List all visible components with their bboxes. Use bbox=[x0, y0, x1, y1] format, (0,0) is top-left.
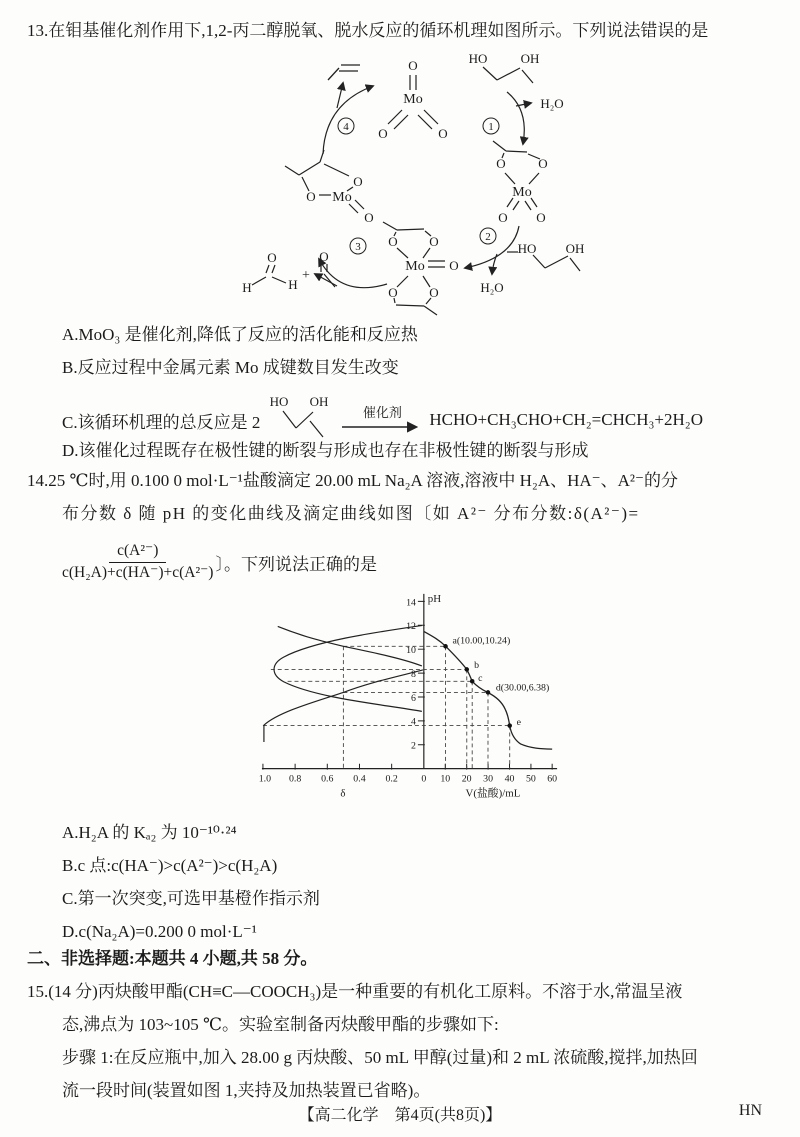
delta-tick: 0.2 bbox=[385, 773, 398, 785]
circled-step1 bbox=[483, 118, 499, 134]
ho-label: HO bbox=[517, 241, 537, 256]
distribution-curve-haminus bbox=[274, 626, 422, 712]
point-d-label: d(30.00,6.38) bbox=[495, 682, 550, 694]
fraction-denominator: c(H₂A)+c(HA⁻)+c(A²⁻) bbox=[62, 563, 214, 581]
o-label: O bbox=[267, 250, 277, 265]
propanediol-structure-top bbox=[483, 67, 533, 83]
v-tick: 60 bbox=[547, 773, 558, 785]
ho-label: HO bbox=[269, 394, 289, 409]
reaction-arrow bbox=[340, 406, 424, 434]
q15-line1: 15.(14 分)丙炔酸甲酯(CH≡C—COOCH₃)是一种重要的有机化工原料。不溶于水,常温呈液 bbox=[27, 982, 683, 1001]
formaldehyde-structure bbox=[252, 265, 286, 285]
y-tick: 8 bbox=[410, 668, 416, 680]
o-label: O bbox=[536, 210, 546, 225]
q13-option-b: B.反应过程中金属元素 Mo 成键数目发生改变 bbox=[62, 358, 399, 377]
circled-step4 bbox=[338, 118, 354, 134]
point-e-label: e bbox=[516, 717, 522, 729]
point-b bbox=[465, 667, 470, 672]
q15-line2: 态,沸点为 103~105 ℃。实验室制备丙炔酸甲酯的步骤如下: bbox=[62, 1015, 499, 1034]
h2o-label: H₂O bbox=[480, 280, 504, 295]
v-tick: 10 bbox=[440, 773, 451, 785]
mo-label: Mo bbox=[405, 259, 425, 274]
y-tick: 6 bbox=[410, 692, 416, 704]
point-a bbox=[443, 644, 448, 649]
mo-label: Mo bbox=[332, 190, 352, 205]
o-label: O bbox=[438, 126, 448, 141]
q13-option-c-products: HCHO+CH₃CHO+CH₂=CHCH₃+2H₂O bbox=[429, 410, 703, 429]
o-label: O bbox=[353, 174, 363, 189]
q14-stem-tail: 〕。下列说法正确的是 bbox=[215, 554, 377, 574]
y-tick: 10 bbox=[406, 645, 416, 657]
oh-label: OH bbox=[520, 51, 540, 66]
q14-stem-line2: 布分数 δ 随 pH 的变化曲线及滴定曲线如图〔如 A²⁻ 分布分数:δ(A²⁻)= bbox=[62, 504, 640, 523]
y-axis-label: pH bbox=[427, 592, 442, 605]
propanediol-structure-step2 bbox=[533, 255, 580, 271]
delta-tick: 0.4 bbox=[353, 773, 366, 785]
h-label: H bbox=[242, 280, 252, 295]
chart-dashed-guides bbox=[263, 646, 510, 768]
svg-text:3: 3 bbox=[355, 241, 361, 253]
section2-heading: 二、非选择题:本题共 4 小题,共 58 分。 bbox=[27, 949, 318, 968]
oh-label: OH bbox=[565, 241, 585, 256]
point-c-label: c bbox=[478, 672, 483, 684]
q13-option-c-prefix: C.该循环机理的总反应是 2 bbox=[62, 412, 261, 432]
q14-titration-chart bbox=[258, 586, 564, 818]
delta-tick: 0.8 bbox=[288, 773, 302, 785]
v-axis-label: V(盐酸)/mL bbox=[465, 787, 521, 800]
circled-step3 bbox=[350, 238, 366, 254]
o-label: O bbox=[429, 234, 439, 249]
o-label: O bbox=[319, 249, 329, 264]
y-tick: 4 bbox=[410, 716, 416, 728]
catalyst-label: 催化剂 bbox=[362, 404, 402, 420]
svg-text:4: 4 bbox=[343, 121, 349, 133]
o-label: O bbox=[306, 189, 316, 204]
q14-stem-line1: 14.25 ℃时,用 0.100 0 mol·L⁻¹盐酸滴定 20.00 mL Na₂A 溶液,溶液中 H₂A、HA⁻、A²⁻的分 bbox=[27, 471, 678, 490]
q14-option-b: B.c 点:c(HA⁻)>c(A²⁻)>c(H₂A) bbox=[62, 856, 278, 875]
mo-complex-left bbox=[285, 150, 364, 213]
mo-label: Mo bbox=[403, 92, 423, 107]
propene-structure bbox=[328, 65, 360, 80]
v-tick: 20 bbox=[461, 773, 472, 785]
propanediol-structure-optionc bbox=[265, 393, 335, 447]
o-label: O bbox=[408, 58, 418, 73]
arrow-step1 bbox=[507, 92, 531, 144]
y-tick: 12 bbox=[406, 621, 416, 633]
o-label: O bbox=[388, 234, 398, 249]
q13-option-a: A.MoO₃ 是催化剂,降低了反应的活化能和反应热 bbox=[62, 325, 418, 344]
delta-axis-label: δ bbox=[340, 787, 346, 800]
o-label: O bbox=[538, 156, 548, 171]
ho-label: HO bbox=[468, 51, 488, 66]
delta-tick: 0 bbox=[421, 773, 427, 785]
q15-line4: 流一段时间(装置如图 1,夹持及加热装置已省略)。 bbox=[62, 1081, 431, 1100]
y-tick: 2 bbox=[410, 740, 416, 752]
chart-axes bbox=[262, 594, 557, 769]
q14-option-d: D.c(Na₂A)=0.200 0 mol·L⁻¹ bbox=[62, 922, 257, 941]
svg-text:2: 2 bbox=[485, 231, 491, 243]
q13-stem: 13.在钼基催化剂作用下,1,2-丙二醇脱氧、脱水反应的循环机理如图所示。下列说法错误的是 bbox=[27, 21, 709, 40]
y-tick: 14 bbox=[406, 597, 416, 609]
o-label: O bbox=[388, 285, 398, 300]
o-label: O bbox=[498, 210, 508, 225]
right-arrow-icon bbox=[340, 420, 424, 434]
h2o-label: H₂O bbox=[540, 96, 564, 111]
point-e bbox=[507, 723, 512, 728]
q14-stem-line3 bbox=[62, 536, 377, 588]
q15-line3: 步骤 1:在反应瓶中,加入 28.00 g 丙炔酸、50 mL 甲醇(过量)和 2 mL 浓硫酸,搅拌,加热回 bbox=[62, 1048, 698, 1067]
point-b-label: b bbox=[474, 659, 480, 671]
arrow-step2 bbox=[465, 226, 519, 274]
plus-sign: + bbox=[302, 268, 310, 283]
v-tick: 50 bbox=[526, 773, 536, 785]
o-label: O bbox=[429, 285, 439, 300]
o-label: O bbox=[364, 210, 374, 225]
v-tick: 40 bbox=[504, 773, 515, 785]
q14-option-a: A.H₂A 的 Kₐ₂ 为 10⁻¹⁰·²⁴ bbox=[62, 823, 237, 842]
point-a-label: a(10.00,10.24) bbox=[452, 635, 511, 647]
point-c bbox=[470, 679, 475, 684]
oh-label: OH bbox=[309, 394, 329, 409]
point-d bbox=[486, 690, 491, 695]
o-label: O bbox=[496, 156, 506, 171]
mo-label: Mo bbox=[512, 185, 532, 200]
q13-mechanism-diagram bbox=[225, 46, 605, 331]
q13-option-d: D.该催化过程既存在极性键的断裂与形成也存在非极性键的断裂与形成 bbox=[62, 441, 589, 460]
delta-tick: 0.6 bbox=[321, 773, 334, 785]
h-label: H bbox=[288, 277, 298, 292]
fraction-numerator: c(A²⁻) bbox=[109, 541, 166, 563]
delta-tick: 1.0 bbox=[258, 773, 272, 785]
page-footer: 【高二化学 第4页(共8页)】 bbox=[298, 1107, 502, 1124]
distribution-fraction bbox=[62, 541, 213, 584]
o-label: O bbox=[449, 258, 459, 273]
o-label: O bbox=[378, 126, 388, 141]
v-tick: 30 bbox=[483, 773, 494, 785]
svg-text:1: 1 bbox=[488, 121, 494, 133]
circled-step2 bbox=[480, 228, 496, 244]
q14-option-c: C.第一次突变,可选甲基橙作指示剂 bbox=[62, 889, 320, 908]
footer-code: HN bbox=[738, 1102, 762, 1119]
